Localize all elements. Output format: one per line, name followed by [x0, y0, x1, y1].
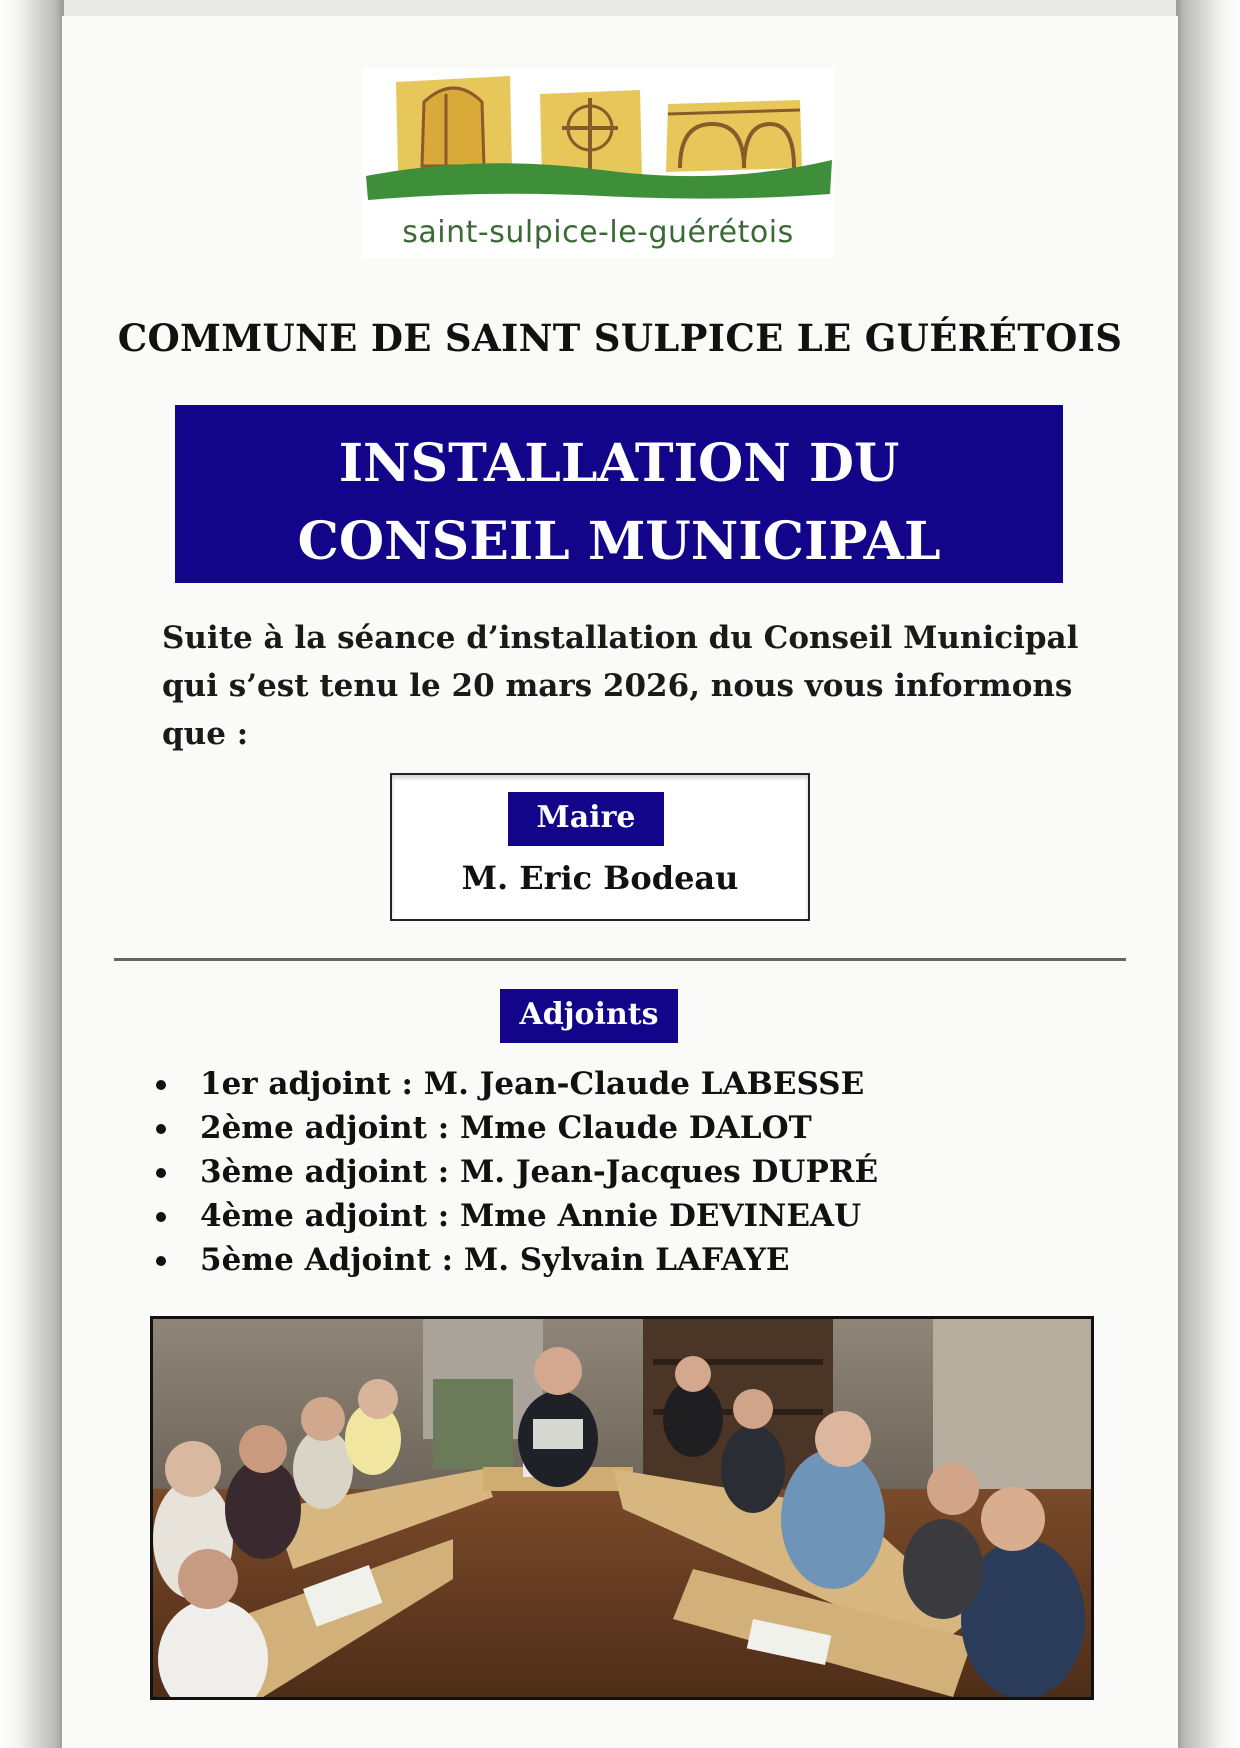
adjoints-list	[152, 1062, 878, 1282]
maire-name: M. Eric Bodeau	[461, 859, 739, 897]
adjoint-rank: 3ème adjoint	[200, 1154, 427, 1190]
adjoints-label: Adjoints	[500, 989, 678, 1043]
list-item: 1er adjoint : M. Jean-Claude LABESSE	[152, 1062, 878, 1106]
section-divider	[114, 958, 1126, 961]
adjoint-name: Mme Claude DALOT	[459, 1110, 812, 1146]
commune-logo	[362, 68, 834, 258]
bullet-icon	[156, 1256, 166, 1266]
logo-text: saint-sulpice-le-guérétois	[402, 215, 794, 250]
adjoint-rank: 2ème adjoint	[200, 1110, 427, 1146]
title-banner	[175, 405, 1063, 583]
page-shadow-right	[1176, 0, 1240, 1748]
page-shadow-left	[0, 0, 64, 1748]
bullet-icon	[156, 1080, 166, 1090]
intro-paragraph: Suite à la séance d’installation du Conseil Municipal qui s’est tenu le 20 mars 2026, nous vous informons que :	[162, 620, 1079, 752]
bullet-icon	[156, 1124, 166, 1134]
adjoint-name: M. Jean-Claude LABESSE	[423, 1066, 865, 1102]
title-line-1: INSTALLATION DU	[338, 433, 900, 494]
adjoint-name: M. Sylvain LAFAYE	[463, 1242, 790, 1278]
adjoint-rank: 4ème adjoint	[200, 1198, 427, 1234]
list-item: 4ème adjoint : Mme Annie DEVINEAU	[152, 1194, 878, 1238]
list-item: 2ème adjoint : Mme Claude DALOT	[152, 1106, 878, 1150]
adjoint-rank: 1er adjoint	[200, 1066, 391, 1102]
adjoint-rank: 5ème Adjoint	[200, 1242, 431, 1278]
maire-label: Maire	[508, 792, 664, 846]
document-page	[62, 16, 1178, 1748]
council-meeting-photo	[150, 1316, 1094, 1700]
title-line-2: CONSEIL MUNICIPAL	[297, 511, 941, 572]
bullet-icon	[156, 1212, 166, 1222]
bullet-icon	[156, 1168, 166, 1178]
list-item: 3ème adjoint : M. Jean-Jacques DUPRÉ	[152, 1150, 878, 1194]
maire-card	[390, 773, 810, 921]
adjoint-name: M. Jean-Jacques DUPRÉ	[459, 1154, 879, 1190]
commune-title: COMMUNE DE SAINT SULPICE LE GUÉRÉTOIS	[117, 316, 1123, 360]
council-meeting-photo-icon	[153, 1319, 1091, 1697]
adjoint-name: Mme Annie DEVINEAU	[459, 1198, 862, 1234]
list-item: 5ème Adjoint : M. Sylvain LAFAYE	[152, 1238, 878, 1282]
